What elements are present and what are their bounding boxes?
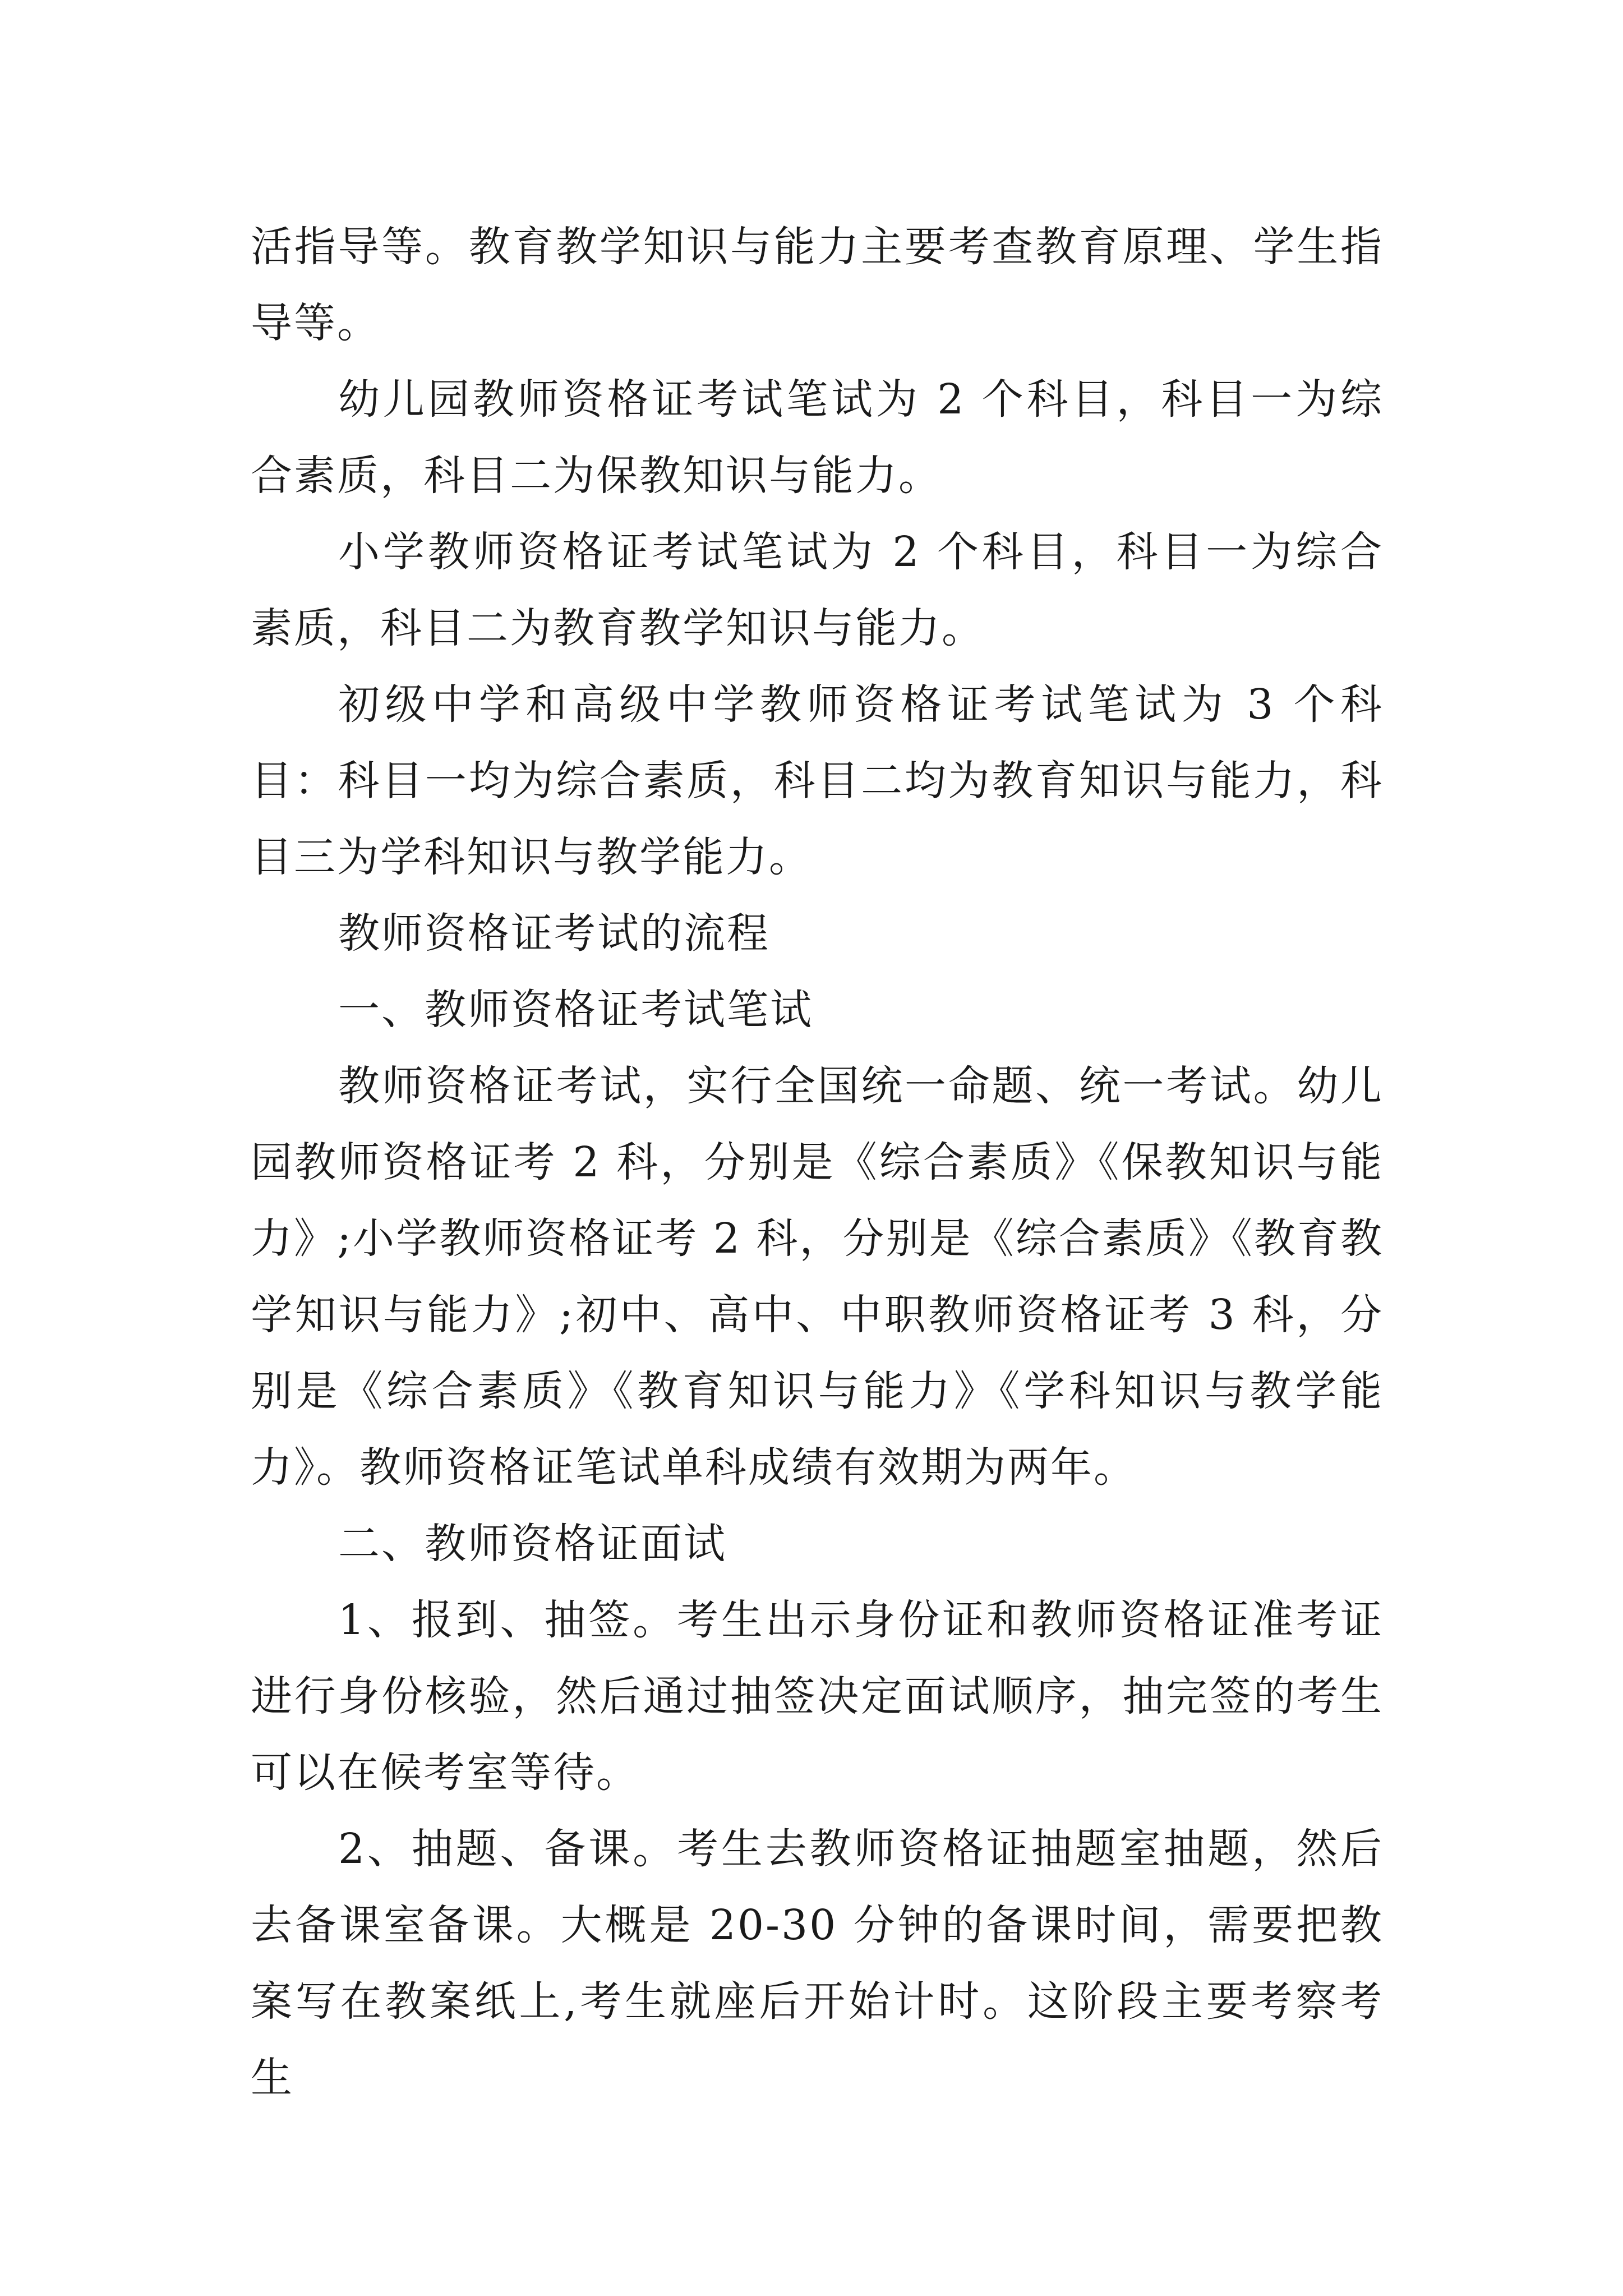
paragraph: 小学教师资格证考试笔试为 2 个科目，科目一为综合素质，科目二为教育教学知识与能力。: [251, 528, 1384, 652]
section-heading: 二、教师资格证面试: [338, 1520, 727, 1568]
paragraph: 幼儿园教师资格证考试笔试为 2 个科目，科目一为综合素质，科目二为保教知识与能力。: [251, 375, 1384, 500]
paragraph: 活指导等。教育教学知识与能力主要考查教育原理、学生指导等。: [251, 223, 1384, 347]
paragraph: 1、报到、抽签。考生出示身份证和教师资格证准考证进行身份核验，然后通过抽签决定面试顺序，抽完签的考生可以在候考室等待。: [251, 1596, 1384, 1797]
section-heading: 一、教师资格证考试笔试: [338, 986, 813, 1034]
document-body: [251, 209, 1384, 2116]
paragraph: 教师资格证考试，实行全国统一命题、统一考试。幼儿园教师资格证考 2 科，分别是《综合素质》《保教知识与能力》;小学教师资格证考 2 科，分别是《综合素质》《教育教学知识与能力》;初中、高中、中职教师资格证考 3 科，分别是《综合素质》《教育知识与能力》《学科知识与教学能力》。教师资格证笔试单科成绩有效期为两年。: [251, 1062, 1384, 1492]
paragraph: 初级中学和高级中学教师资格证考试笔试为 3 个科目：科目一均为综合素质，科目二均为教育知识与能力，科目三为学科知识与教学能力。: [251, 680, 1384, 881]
paragraph: 2、抽题、备课。考生去教师资格证抽题室抽题，然后去备课室备课。大概是 20-30 分钟的备课时间，需要把教案写在教案纸上,考生就座后开始计时。这阶段主要考察考生: [251, 1825, 1384, 2102]
section-heading: 教师资格证考试的流程: [338, 909, 770, 958]
